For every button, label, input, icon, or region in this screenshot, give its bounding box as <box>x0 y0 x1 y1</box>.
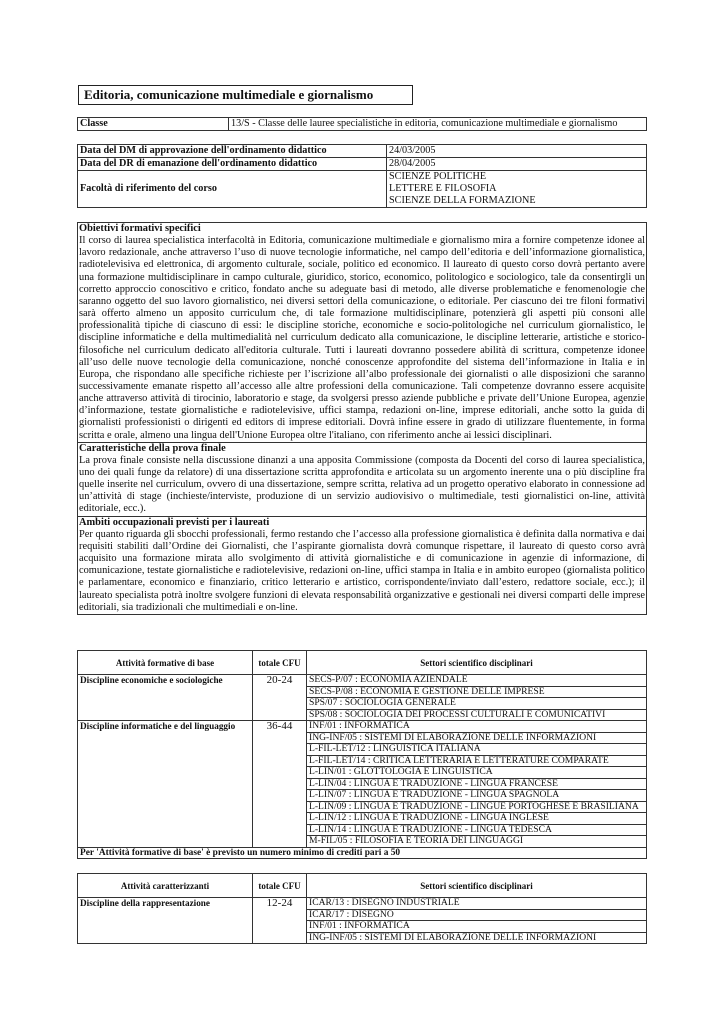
classe-label: Classe <box>78 118 229 131</box>
sector-row: ING-INF/05 : SISTEMI DI ELABORAZIONE DELLE INFORMAZIONI <box>307 732 647 744</box>
sector-row: L-LIN/14 : LINGUA E TRADUZIONE - LINGUA TEDESCA <box>307 824 647 836</box>
column-header: Settori scientifico disciplinari <box>307 874 647 898</box>
activity-group: Discipline della rappresentazione <box>78 898 253 944</box>
final-exam-heading: Caratteristiche della prova finale <box>79 442 226 454</box>
cfu-value: 12-24 <box>253 898 307 944</box>
sector-row: M-FIL/05 : FILOSOFIA E TEORIA DEI LINGUAGGI <box>307 836 647 848</box>
sector-row: L-LIN/09 : LINGUA E TRADUZIONE - LINGUE PORTOGHESE E BRASILIANA <box>307 801 647 813</box>
cfu-value: 36-44 <box>253 721 307 848</box>
description-block <box>77 222 647 615</box>
sector-row: ING-INF/05 : SISTEMI DI ELABORAZIONE DELLE INFORMAZIONI <box>307 932 647 944</box>
minimum-credits-note: Per 'Attività formative di base' è previsto un numero minimo di crediti pari a 50 <box>78 847 647 859</box>
objectives-heading: Obiettivi formativi specifici <box>79 223 201 234</box>
sector-row: SECS-P/07 : ECONOMIA AZIENDALE <box>307 675 647 687</box>
careers-heading: Ambiti occupazionali previsti per i laureati <box>79 516 270 528</box>
column-header: totale CFU <box>253 651 307 675</box>
sector-row: L-FIL-LET/14 : CRITICA LETTERARIA E LETTERATURE COMPARATE <box>307 755 647 767</box>
sector-row: SECS-P/08 : ECONOMIA E GESTIONE DELLE IMPRESE <box>307 686 647 698</box>
classe-table <box>77 117 647 131</box>
dm-label: Data del DM di approvazione dell'ordinamento didattico <box>78 145 387 158</box>
sector-row: L-FIL-LET/12 : LINGUISTICA ITALIANA <box>307 744 647 756</box>
objectives-section <box>78 223 646 442</box>
careers-text: Per quanto riguarda gli sbocchi professionali, fermo restando che l’accesso alla professione giornalistica è definita dalla normativa e dai requisiti stabiliti dall’Ordine dei Giornalisti, che l’aspirante giornalista dovrà comunque rispettare, il laureato di questo corso avrà acquisito una formazione mirata allo svolgimento di attività giornalistiche e di comunicazione in agenzie di informazione, di comunicazione, testate giornalistiche e radiotelevisive, redazioni on-line, uffici stampa in Italia e in ambito europeo (giornalista politico e parlamentare, economico e finanziario, critico letterario e artistico, corrispondente/inviato dall’estero, redattore sociale, ecc.); il laureato specialista potrà inoltre svolgere funzioni di elevata responsabilità organizzative e gestionali nei diversi comparti delle imprese editoriali, sia tradizionali che multimediali e on-line. <box>79 528 645 613</box>
column-header: Settori scientifico disciplinari <box>307 651 647 675</box>
activity-group: Discipline economiche e sociologiche <box>78 675 253 721</box>
objectives-text: Il corso di laurea specialistica interfacoltà in Editoria, comunicazione multimediale e giornalismo mira a fornire competenze idonee al lavoro redazionale, anche attraverso l’uso di nuove tecnologie informatiche, nel campo dell’editoria e dell’informazione giornalistica, radiotelevisiva ed elettronica, di argomento culturale, sociale, politico ed economico. Il laureato di questo corso dovrà pertanto avere una formazione multidisciplinare in campo culturale, giuridico, storico, economico, politologico e sociologico, tale da consentirgli un corretto approccio conoscitivo e critico, fondato anche su adeguate basi di metodo, alle diverse problematiche e fenomenologie che saranno oggetto del suo lavoro giornalistico, nei diversi settori della comunicazione, o editoriale. Per ciascuno dei tre filoni formativi sarà offerto almeno un apposito curriculum che, di tale formazione multidisciplinare, potenzierà gli aspetti più consoni alle professionalità tipiche di ciascuno di essi: le discipline storiche, economiche e socio-politologiche nel curriculum giornalistico, le discipline informatiche e della multimedialità nel curriculum dedicato alla comunicazione, le discipline letterarie, artistiche e storico-filosofiche nel curriculum dedicato all'editoria culturale. Tutti i laureati dovranno possedere abilità di scrittura, competenze idonee all’uso delle nuove tecnologie della comunicazione, nonché conoscenze approfondite del sistema dell’informazione in Italia e in Europa, che rispondano alle specifiche richieste per l’iscrizione all’albo professionale dei giornalisti o alle disposizioni che saranno successivamente emanate rispetto all’accesso alle altre professioni della comunicazione. Tali competenze dovranno essere acquisite anche attraverso attività di tirocinio, laboratorio e stage, da svolgersi presso aziende pubbliche e private dell’Unione Europea, agenzie d’informazione, testate giornalistiche e radiotelevisive, uffici stampa, redazioni on-line, imprese editoriali, anche sotto la guida di giornalisti professionisti o dirigenti ed editors di imprese editoriali. Dovrà infine essere in grado di utilizzare fluentemente, in forma scritta e orale, almeno una lingua dell'Unione Europea oltre l'italiano, con riferimento anche ai lessici disciplinari. <box>79 235 645 441</box>
page-title: Editoria, comunicazione multimediale e giornalismo <box>78 85 413 105</box>
column-header: totale CFU <box>253 874 307 898</box>
sector-row: SPS/07 : SOCIOLOGIA GENERALE <box>307 698 647 710</box>
base-activities-table <box>77 650 647 859</box>
sector-row: L-LIN/12 : LINGUA E TRADUZIONE - LINGUA INGLESE <box>307 813 647 825</box>
dr-value: 28/04/2005 <box>387 158 647 171</box>
column-header: Attività formative di base <box>78 651 253 675</box>
final-exam-text: La prova finale consiste nella discussione dinanzi a una apposita Commissione (composta da Docenti del corso di laurea specialistica, uno dei quali funge da relatore) di una dissertazione scritta approfondita e articolata su un argomento inerente una o più discipline fra quelle inserite nel curriculum, ovvero di una dissertazione, sempre scritta, relativa ad un progetto operativo elaborato in connessione ad un’attività di stage (inchieste/interviste, produzione di un servizio audiovisivo o multimediale, testi giornalistici on-line, attività editoriale, ecc.). <box>79 454 645 515</box>
characterizing-activities-table <box>77 873 647 944</box>
sector-row: L-LIN/04 : LINGUA E TRADUZIONE - LINGUA FRANCESE <box>307 778 647 790</box>
activity-group: Discipline informatiche e del linguaggio <box>78 721 253 848</box>
dr-label: Data del DR di emanazione dell'ordinamento didattico <box>78 158 387 171</box>
faculty-item: SCIENZE DELLA FORMAZIONE <box>389 195 536 206</box>
sector-row: SPS/08 : SOCIOLOGIA DEI PROCESSI CULTURALI E COMUNICATIVI <box>307 709 647 721</box>
cfu-value: 20-24 <box>253 675 307 721</box>
careers-section <box>78 516 646 614</box>
classe-value: 13/S - Classe delle lauree specialistiche in editoria, comunicazione multimediale e giornalismo <box>229 118 647 131</box>
faculty-item: LETTERE E FILOSOFIA <box>389 183 497 194</box>
final-exam-section <box>78 442 646 516</box>
faculty-label: Facoltà di riferimento del corso <box>78 171 387 208</box>
faculty-item: SCIENZE POLITICHE <box>389 171 487 182</box>
sector-row: ICAR/17 : DISEGNO <box>307 909 647 921</box>
column-header: Attività caratterizzanti <box>78 874 253 898</box>
sector-row: L-LIN/01 : GLOTTOLOGIA E LINGUISTICA <box>307 767 647 779</box>
sector-row: L-LIN/07 : LINGUA E TRADUZIONE - LINGUA SPAGNOLA <box>307 790 647 802</box>
dates-table <box>77 144 647 208</box>
faculty-list <box>387 171 647 208</box>
dm-value: 24/03/2005 <box>387 145 647 158</box>
sector-row: ICAR/13 : DISEGNO INDUSTRIALE <box>307 898 647 910</box>
sector-row: INF/01 : INFORMATICA <box>307 921 647 933</box>
sector-row: INF/01 : INFORMATICA <box>307 721 647 733</box>
